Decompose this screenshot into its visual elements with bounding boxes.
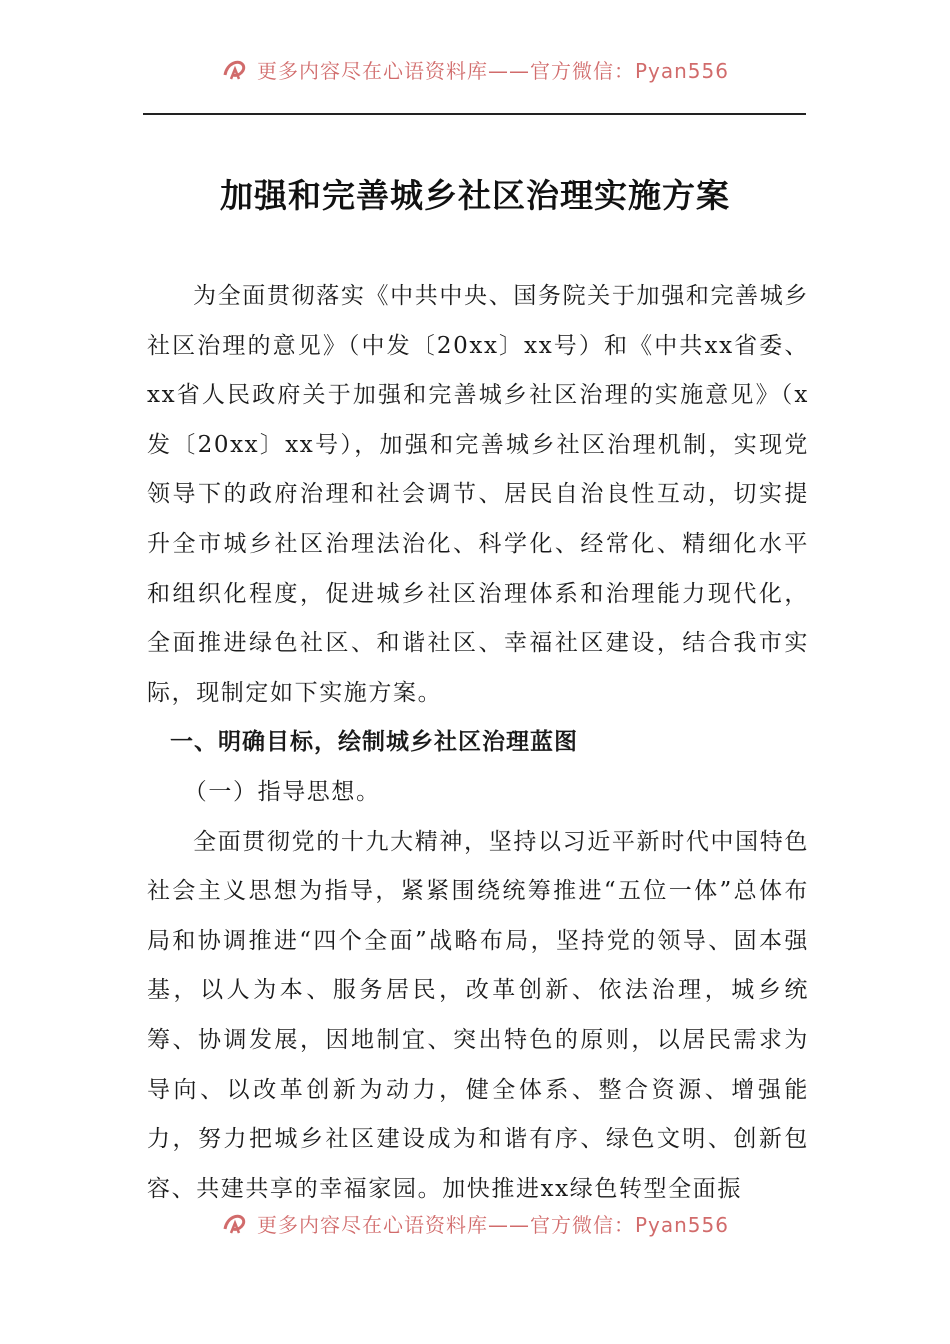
footer-watermark-text: 更多内容尽在心语资料库——官方微信：Pyan556 [256, 1212, 729, 1237]
header-divider [143, 113, 806, 115]
footer-watermark [0, 1206, 950, 1240]
header-watermark-text: 更多内容尽在心语资料库——官方微信：Pyan556 [256, 58, 729, 83]
document-title: 加强和完善城乡社区治理实施方案 [220, 176, 730, 215]
brand-logo-icon [221, 1209, 249, 1237]
section-heading: 一、明确目标，绘制城乡社区治理蓝图 [170, 729, 578, 756]
brand-logo-icon [221, 55, 249, 83]
document-body [147, 272, 809, 1214]
subsection-heading: （一）指导思想。 [183, 778, 381, 805]
header-watermark [0, 52, 950, 86]
guiding-paragraph: 全面贯彻党的十九大精神，坚持以习近平新时代中国特色社会主义思想为指导，紧紧围绕统筹推进“五位一体”总体布局和协调推进“四个全面”战略布局，坚持党的领导、固本强基，以人为本、服务居民，改革创新、依法治理，城乡统筹、协调发展，因地制宜、突出特色的原则，以居民需求为导向、以改革创新为动力，健全体系、整合资源、增强能力，努力把城乡社区建设成为和谐有序、绿色文明、创新包容、共建共享的幸福家园。加快推进xx绿色转型全面振 [147, 828, 809, 1202]
intro-paragraph: 为全面贯彻落实《中共中央、国务院关于加强和完善城乡社区治理的意见》（中发〔20xx〕xx号）和《中共xx省委、xx省人民政府关于加强和完善城乡社区治理的实施意见》（x发〔20xx〕xx号），加强和完善城乡社区治理机制，实现党领导下的政府治理和社会调节、居民自治良性互动，切实提升全市城乡社区治理法治化、科学化、经常化、精细化水平和组织化程度，促进城乡社区治理体系和治理能力现代化，全面推进绿色社区、和谐社区、幸福社区建设，结合我市实际，现制定如下实施方案。 [147, 283, 809, 706]
